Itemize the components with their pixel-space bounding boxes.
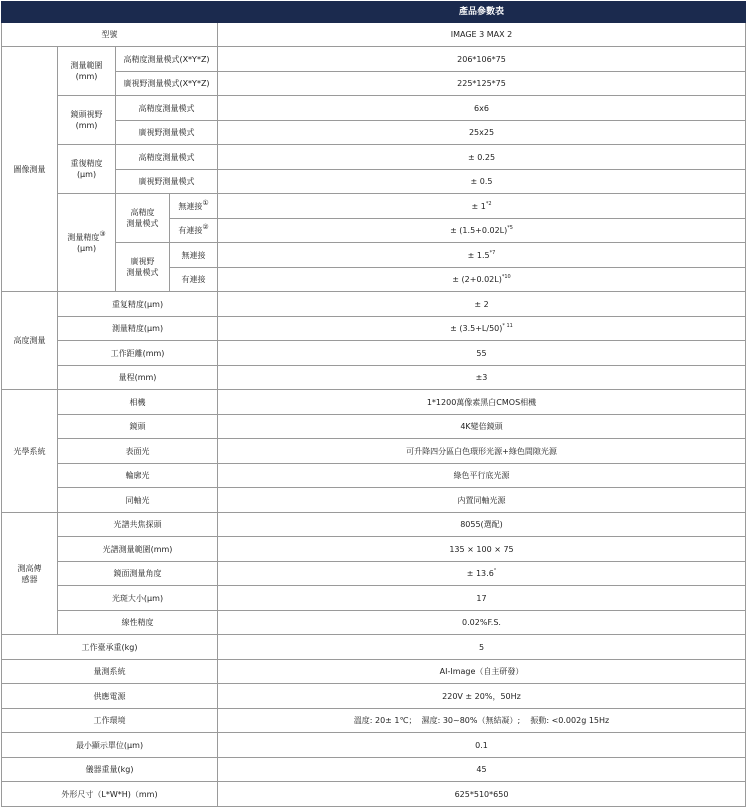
table-row <box>2 23 746 47</box>
sensor-item-value: 8055(選配) <box>218 513 746 537</box>
general-item-name: 外形尺寸（L*W*H)（mm) <box>2 782 218 807</box>
sensor-item-name: 光譜測量範圍(mm) <box>58 537 218 562</box>
height-item-name: 重复精度(μm) <box>58 292 218 317</box>
table-row <box>2 366 746 390</box>
height-item-name: 測量精度(μm) <box>58 317 218 341</box>
header-blank <box>2 2 218 23</box>
general-item-value: 625*510*650 <box>218 782 746 807</box>
general-item-name: 供應電源 <box>2 684 218 709</box>
range-label: 測量範圍 (mm) <box>58 47 116 96</box>
accuracy-high-value-with: ± $(1.5+0.02L)^{*5}$ <box>218 219 746 243</box>
sensor-item-value: 135 × 100 × 75 <box>218 537 746 562</box>
table-row <box>2 758 746 782</box>
optics-item-value: 可升降四分區白色環形光源+綠色間隙光源 <box>218 439 746 464</box>
repeat-value-wide: ± 0.5 <box>218 170 746 194</box>
accuracy-wide-stitch-with: 有連接 <box>170 268 218 292</box>
table-row <box>2 439 746 464</box>
sensor-item-name: 鏡面測量角度 <box>58 562 218 586</box>
height-group-label: 高度測量 <box>2 292 58 390</box>
accuracy-label-text: 測量精度 <box>67 232 100 242</box>
fov-mode-high: 高精度測量模式 <box>116 96 218 121</box>
spec-table <box>1 1 746 807</box>
general-item-name: 工作環境 <box>2 709 218 733</box>
table-row <box>2 47 746 72</box>
sensor-item-name: 線性精度 <box>58 611 218 635</box>
table-row <box>2 390 746 415</box>
optics-item-name: 輪廓光 <box>58 464 218 488</box>
accuracy-wide-value-with: ± $(2+0.02L)^{*10}$ <box>218 268 746 292</box>
sensor-group-label: 測高傳 感器 <box>2 513 58 635</box>
accuracy-wide-label: 廣視野 測量模式 <box>116 243 170 292</box>
table-row <box>2 488 746 513</box>
table-row <box>2 292 746 317</box>
optics-item-value: 1*1200萬像素黑白CMOS相機 <box>218 390 746 415</box>
sensor-item-name: 光譜共焦探頭 <box>58 513 218 537</box>
optics-group-label: 光學系統 <box>2 390 58 513</box>
accuracy-high-label: 高精度 測量模式 <box>116 194 170 243</box>
height-item-name: 工作距離(mm) <box>58 341 218 366</box>
range-value-wide: 225*125*75 <box>218 72 746 96</box>
optics-item-value: 4K變倍鏡頭 <box>218 415 746 439</box>
height-item-name: 量程(mm) <box>58 366 218 390</box>
accuracy-wide-value-none: ± $1.5^{*7}$ <box>218 243 746 268</box>
table-row <box>2 317 746 341</box>
table-row <box>2 586 746 611</box>
accuracy-label-mark: ③ <box>99 229 106 238</box>
optics-item-name: 同軸光 <box>58 488 218 513</box>
table-row <box>2 96 746 121</box>
repeat-label: 重復精度 (μm) <box>58 145 116 194</box>
optics-item-name: 鏡頭 <box>58 415 218 439</box>
table-row <box>2 709 746 733</box>
accuracy-high-value-none: ± $1^{*2}$ <box>218 194 746 219</box>
range-mode-wide: 廣視野測量模式(X*Y*Z) <box>116 72 218 96</box>
table-row <box>2 145 746 170</box>
optics-item-name: 表面光 <box>58 439 218 464</box>
repeat-mode-wide: 廣視野測量模式 <box>116 170 218 194</box>
range-mode-high: 高精度測量模式(X*Y*Z) <box>116 47 218 72</box>
imaging-group-label: 圖像測量 <box>2 47 58 292</box>
general-item-value: 5 <box>218 635 746 660</box>
optics-item-value: 綠色平行底光源 <box>218 464 746 488</box>
table-row <box>2 194 746 219</box>
accuracy-wide-stitch-none: 無連接 <box>170 243 218 268</box>
table-row <box>2 415 746 439</box>
general-item-value: 溫度: 20± 1℃； 濕度: 30~80%（無結凝）; 振動: <0.002g 15Hz <box>218 709 746 733</box>
accuracy-label <box>58 194 116 292</box>
fov-label: 鏡頭視野 (mm) <box>58 96 116 145</box>
table-row <box>2 684 746 709</box>
table-row <box>2 782 746 807</box>
model-value: IMAGE 3 MAX 2 <box>218 23 746 47</box>
fov-mode-wide: 廣視野測量模式 <box>116 121 218 145</box>
table-title: 產品參數表 <box>218 2 746 23</box>
table-row <box>2 513 746 537</box>
accuracy-label-unit: (μm) <box>76 243 97 253</box>
height-item-value: ± 2 <box>218 292 746 317</box>
sensor-item-value: ± 13.6° <box>218 562 746 586</box>
general-item-name: 量測系統 <box>2 660 218 684</box>
optics-item-name: 相機 <box>58 390 218 415</box>
height-item-value: ± $(3.5+L/50)^{* 11}$ <box>218 317 746 341</box>
sensor-item-value: 17 <box>218 586 746 611</box>
accuracy-high-stitch-with: 有連接② <box>170 219 218 243</box>
general-item-name: 儀器重量(kg) <box>2 758 218 782</box>
repeat-value-high: ± 0.25 <box>218 145 746 170</box>
fov-value-wide: 25x25 <box>218 121 746 145</box>
accuracy-high-stitch-none: 無連接① <box>170 194 218 219</box>
height-item-value: 55 <box>218 341 746 366</box>
table-row <box>2 611 746 635</box>
range-value-high: 206*106*75 <box>218 47 746 72</box>
repeat-mode-high: 高精度測量模式 <box>116 145 218 170</box>
sensor-item-value: 0.02%F.S. <box>218 611 746 635</box>
general-item-name: 工作臺承重(kg) <box>2 635 218 660</box>
general-item-value: 45 <box>218 758 746 782</box>
general-item-value: 220V ± 20%，50Hz <box>218 684 746 709</box>
table-header-row <box>2 2 746 23</box>
fov-value-high: 6x6 <box>218 96 746 121</box>
general-item-value: AI-Image（自主研發） <box>218 660 746 684</box>
table-row <box>2 635 746 660</box>
sensor-item-name: 光斑大小(μm) <box>58 586 218 611</box>
height-item-value: ±3 <box>218 366 746 390</box>
table-row <box>2 562 746 586</box>
table-row <box>2 733 746 758</box>
model-label: 型號 <box>2 23 218 47</box>
table-row <box>2 464 746 488</box>
table-row <box>2 660 746 684</box>
optics-item-value: 内置同軸光源 <box>218 488 746 513</box>
table-row <box>2 341 746 366</box>
table-row <box>2 537 746 562</box>
general-item-name: 最小顯示單位(μm) <box>2 733 218 758</box>
general-item-value: 0.1 <box>218 733 746 758</box>
